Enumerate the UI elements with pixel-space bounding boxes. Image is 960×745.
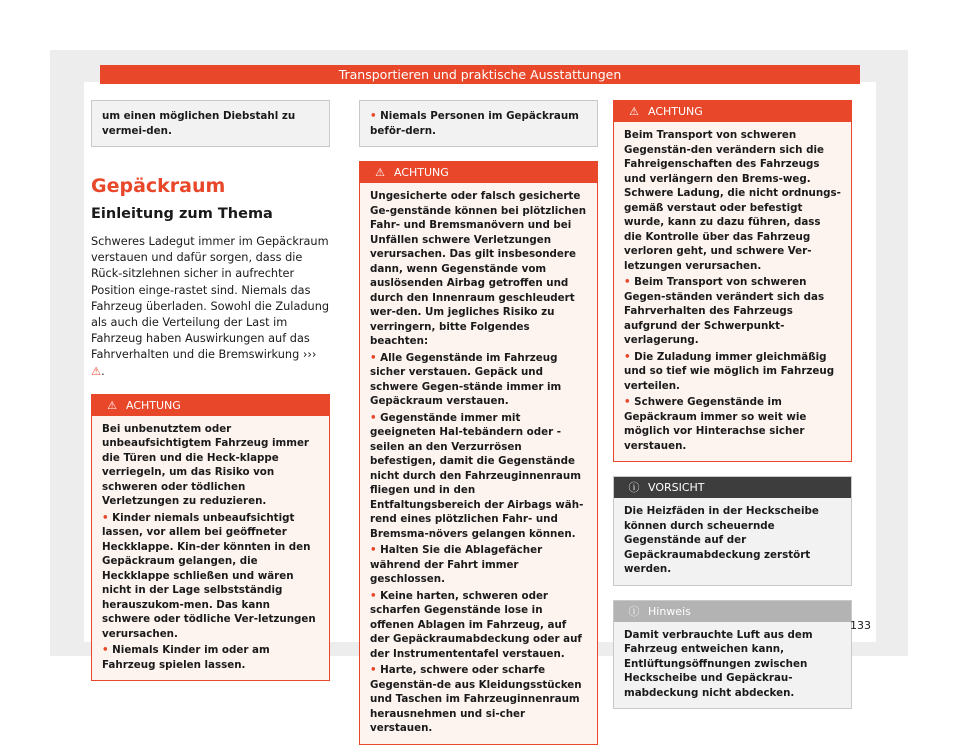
page-header: Transportieren und praktische Ausstattungen [100,65,860,84]
section-title: Gepäckraum [91,175,226,197]
warning-title: ACHTUNG [126,398,181,412]
list-item: • Niemals Personen im Gepäckraum beför-dern. [370,110,579,137]
caution-box [613,476,852,586]
list-item: • Beim Transport von schweren Gegen-ständen verändert sich das Fahrverhalten des Fahrzeugs aufgrund der Schwerpunkt-verlagerung. [624,276,825,346]
list-item: • Halten Sie die Ablagefächer während der Fahrt immer geschlossen. [370,544,543,585]
list-item: • Harte, schwere oder scharfe Gegenstän-de aus Kleidungsstücken und Taschen im Fahrzeuginnenraum herausnehmen und si-cher verstauen. [370,664,582,734]
warning-title: ACHTUNG [648,105,703,118]
info-square-icon: ⓘ [628,604,640,618]
subsection-title: Einleitung zum Thema [91,206,273,222]
column-1 [91,100,330,681]
warning-body [92,416,329,681]
warning-box-1 [91,394,330,682]
warning-title: ACHTUNG [394,166,449,179]
warning-body [360,183,597,744]
list-item: • Kinder niemals unbeaufsichtigt lassen, vor allem bei geöffneter Heckklappe. Kin-der könnten in den Gepäckraum gelangen, die Heckklappe schließen und wären nicht in der Lage selbstständig herauszukom-men. Das kann schwere oder tödliche Ver-letzungen verursachen. [102,511,316,640]
warning-triangle-icon: ⚠ [375,166,385,179]
list-item: • Keine harten, schweren oder scharfen Gegenstände lose in offenen Ablagen im Fahrzeug, auf der Gepäckraumabdeckung oder auf der Instrumententafel verstauen. [370,589,582,660]
list-item: • Niemals Kinder im oder am Fahrzeug spielen lassen. [102,644,270,671]
warning-header [360,162,597,183]
warning-header [92,395,329,416]
page-number: 133 [850,619,871,632]
warning-box-3 [613,100,852,462]
column-3 [613,100,852,709]
note-text: Damit verbrauchte Luft aus dem Fahrzeug entweichen kann, Entlüftungsöffnungen zwischen Heckscheibe und Gepäckrau-mabdeckung nicht abdecken. [624,628,813,699]
warning-text: Bei unbenutztem oder unbeaufsichtigtem Fahrzeug immer die Türen und die Heck-klappe verriegeln, um das Risiko von schweren oder tödlichen Verletzungen zu reduzieren. [102,422,310,508]
body-text: Schweres Ladegut immer im Gepäckraum verstauen und dafür sorgen, dass die Rück-sitzlehnen sicher in aufrechter Position einge-rastet sind. Niemals das Fahrzeug überladen. Sowohl die Zuladung als auch die Verteilung der Last im Fahrzeug haben Auswirkungen auf das Fahrverhalten und die Bremswirkung ››› ⚠. [91,235,330,378]
warning-box-2 [359,161,598,745]
info-circle-icon: ⓘ [628,481,640,494]
note-header [614,601,851,622]
warning-triangle-icon: ⚠ [629,105,639,118]
note-body [614,622,851,709]
note-box [613,600,852,710]
column-2 [359,100,598,745]
caution-text: Die Heizfäden in der Heckscheibe können durch scheuernde Gegenstände auf der Gepäckraumabdeckung zerstört werden. [624,505,819,575]
reference-arrows[interactable]: ››› [302,348,317,362]
warning-text: Ungesicherte oder falsch gesicherte Ge-genstände können bei plötzlichen Fahr- und Bremsmanövern und bei Unfällen schwere Verletzungen verursachen. Das gilt insbesondere dann, wenn Gegenstände vom auslösenden Airbag getroffen und durch den Innenraum geschleudert wer-den. Um jegliches Risiko zu verringern, bitte Folgendes beachten: [370,190,587,347]
list-item: • Die Zuladung immer gleichmäßig und so tief wie möglich im Fahrzeug verteilen. [624,350,835,392]
caution-title: VORSICHT [648,481,705,494]
intro-box [91,100,330,147]
caution-body [614,498,851,585]
intro-text: um einen möglichen Diebstahl zu vermei-den. [102,110,296,137]
warning-triangle-icon: ⚠ [107,398,117,412]
warning-body [614,122,851,461]
warning-triangle-icon: ⚠ [91,364,102,378]
body-paragraph: Schweres Ladegut immer im Gepäckraum verstauen und dafür sorgen, dass die Rück-sitzlehnen sicher in aufrechter Position einge-rastet sind. Niemals das Fahrzeug überladen. Sowohl die Zuladung als auch die Verteilung der Last im Fahrzeug haben Auswirkungen auf das Fahrverhalten und die Bremswirkung [91,235,330,362]
list-item: • Schwere Gegenstände im Gepäckraum immer so weit wie möglich vor Hinterachse sicher verstauen. [624,396,807,452]
caution-header [614,477,851,498]
note-title: Hinweis [648,604,691,618]
warning-text: Beim Transport von schweren Gegenstän-den verändern sich die Fahreigenschaften des Fahrzeugs und verlängern den Brems-weg. Schwere Ladung, die nicht ordnungs-gemäß verstaut oder befestigt wurde, kann zu dazu führen, dass die Kontrolle über das Fahrzeug verloren geht, und schwere Ver-letzungen verursachen. [624,129,841,272]
list-item: • Alle Gegenstände im Fahrzeug sicher verstauen. Gepäck und schwere Gegen-stände immer im Gepäckraum verstauen. [370,351,562,407]
warning-header [614,101,851,122]
top-box [359,100,598,147]
list-item: • Gegenstände immer mit geeigneten Hal-tebändern oder -seilen an den Verzurrösen befestigen, damit die Gegenstände nicht durch den Fahrzeuginnenraum fliegen und in den Entfaltungsbereich der Airbags wäh-rend eines plötzlichen Fahr- und Bremsma-növers gelangen können. [370,411,584,540]
